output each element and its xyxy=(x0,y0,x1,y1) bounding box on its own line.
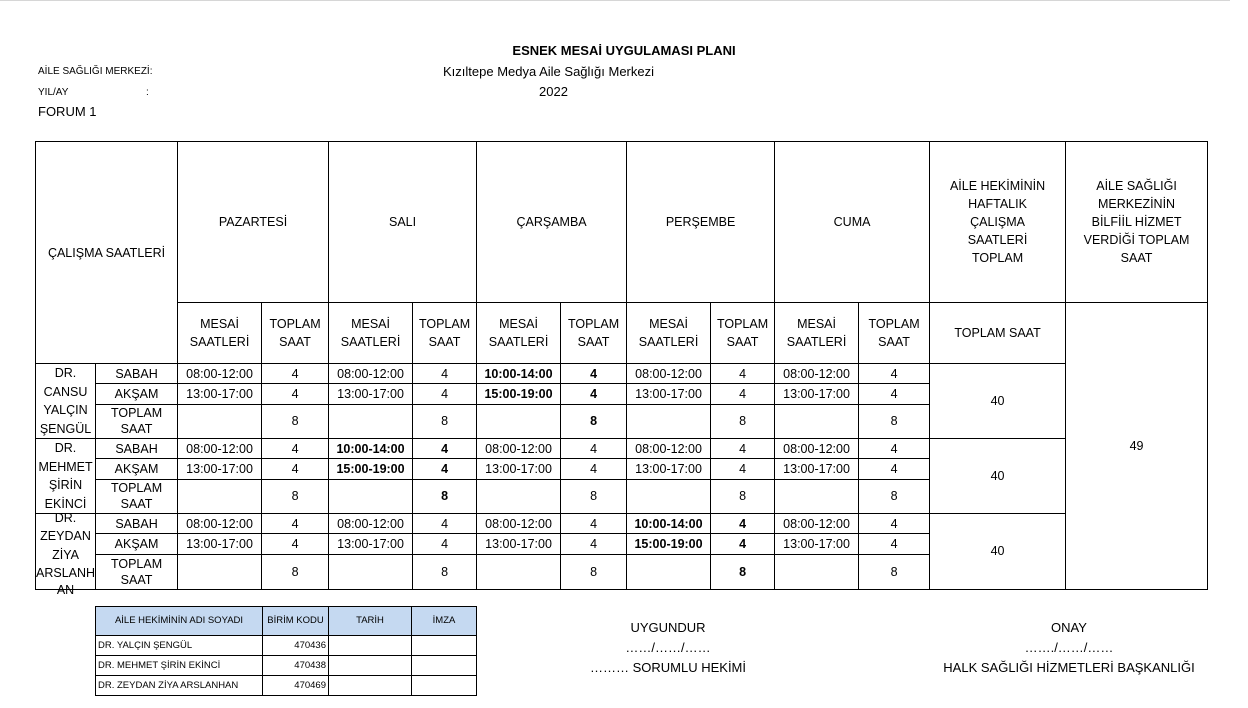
mesai-cell: 08:00-12:00 xyxy=(178,439,262,459)
doctor-name xyxy=(36,439,96,514)
small-row-date[interactable] xyxy=(329,636,412,656)
doctor-name xyxy=(36,511,96,597)
hours-cell: 4 xyxy=(711,459,775,479)
hours-cell: 4 xyxy=(262,534,329,554)
doctor-name-line: ZEYDAN xyxy=(40,529,91,543)
year-value: 2022 xyxy=(539,84,568,99)
hours-cell: 4 xyxy=(711,514,775,534)
empty-cell xyxy=(477,404,561,438)
small-header-date: TARİH xyxy=(329,607,412,636)
mesai-cell: 13:00-17:00 xyxy=(775,459,859,479)
toplam-saat-header: TOPLAM SAAT xyxy=(561,303,627,364)
mesai-cell: 08:00-12:00 xyxy=(329,364,413,384)
forum-label: FORUM 1 xyxy=(38,104,97,119)
small-row-name: DR. YALÇIN ŞENGÜL xyxy=(96,636,263,656)
uygundur-role: ……… SORUMLU HEKİMİ xyxy=(589,660,746,675)
toplam-saat-header: TOPLAM SAAT xyxy=(262,303,329,364)
total-cell: 8 xyxy=(561,404,627,438)
mesai-cell: 13:00-17:00 xyxy=(477,459,561,479)
total-cell: 8 xyxy=(711,554,775,589)
row-label-toplam: TOPLAM SAAT xyxy=(96,554,178,589)
small-header-sign: İMZA xyxy=(412,607,477,636)
empty-cell xyxy=(329,554,413,589)
small-row-sign[interactable] xyxy=(412,656,477,676)
mesai-cell: 13:00-17:00 xyxy=(627,384,711,404)
day-header-sali: SALI xyxy=(329,142,477,303)
mesai-cell: 13:00-17:00 xyxy=(178,534,262,554)
top-border xyxy=(0,0,1230,1)
hours-cell: 4 xyxy=(413,364,477,384)
small-row-code: 470469 xyxy=(263,676,329,696)
doctor-name-line: AN xyxy=(56,582,75,597)
hours-cell: 4 xyxy=(413,514,477,534)
doctor-name xyxy=(36,364,96,439)
toplam-saat-header: TOPLAM SAAT xyxy=(711,303,775,364)
mesai-cell: 08:00-12:00 xyxy=(477,439,561,459)
hours-cell: 4 xyxy=(561,459,627,479)
onay-role: HALK SAĞLIĞI HİZMETLERİ BAŞKANLIĞI xyxy=(943,660,1195,675)
hours-cell: 4 xyxy=(413,534,477,554)
mesai-cell: 10:00-14:00 xyxy=(477,364,561,384)
small-row-code: 470438 xyxy=(263,656,329,676)
mesai-cell: 13:00-17:00 xyxy=(477,534,561,554)
uygundur-date: ……/……/…… xyxy=(625,640,711,655)
mesai-cell: 13:00-17:00 xyxy=(775,534,859,554)
empty-cell xyxy=(775,554,859,589)
total-cell: 8 xyxy=(262,404,329,438)
hours-cell: 4 xyxy=(859,459,930,479)
empty-cell xyxy=(627,404,711,438)
uygundur-title: UYGUNDUR xyxy=(630,620,706,635)
empty-cell xyxy=(627,554,711,589)
doctor-name-line: DR. xyxy=(54,366,77,380)
weekly-total: 40 xyxy=(930,514,1066,590)
row-label-sabah: SABAH xyxy=(96,439,178,459)
doctor-name-line: DR. xyxy=(54,441,77,455)
haftalik-header: AİLE HEKİMİNİN HAFTALIK ÇALIŞMA SAATLERİ TOPLAM xyxy=(930,142,1066,303)
mesai-header: MESAİ SAATLERİ xyxy=(775,303,859,364)
mesai-cell: 08:00-12:00 xyxy=(178,514,262,534)
doctor-name-line: ZİYA xyxy=(52,547,79,562)
empty-cell xyxy=(627,479,711,513)
hours-cell: 4 xyxy=(711,364,775,384)
day-header-persembe: PERŞEMBE xyxy=(627,142,775,303)
day-header-carsamba: ÇARŞAMBA xyxy=(477,142,627,303)
hours-cell: 4 xyxy=(561,384,627,404)
total-cell: 8 xyxy=(262,479,329,513)
doctor-name-line: ŞENGÜL xyxy=(39,421,92,436)
doctor-name-line: MEHMET xyxy=(38,459,93,474)
total-cell: 8 xyxy=(413,479,477,513)
weekly-total: 40 xyxy=(930,364,1066,439)
doctor-name-line: DR. xyxy=(54,511,77,525)
mesai-cell: 13:00-17:00 xyxy=(329,384,413,404)
mesai-cell: 15:00-19:00 xyxy=(477,384,561,404)
hours-cell: 4 xyxy=(859,384,930,404)
empty-cell xyxy=(178,479,262,513)
doctor-name-line: EKİNCİ xyxy=(44,496,87,511)
total-cell: 8 xyxy=(711,404,775,438)
row-label-aksam: AKŞAM xyxy=(96,534,178,554)
mesai-cell: 15:00-19:00 xyxy=(329,459,413,479)
bilfiil-total: 49 xyxy=(1066,303,1208,590)
row-label-toplam: TOPLAM SAAT xyxy=(96,404,178,438)
document-title: ESNEK MESAİ UYGULAMASI PLANI xyxy=(512,43,736,58)
schedule-table xyxy=(35,141,1208,597)
weekly-total: 40 xyxy=(930,439,1066,514)
calisma-saatleri-header: ÇALIŞMA SAATLERİ xyxy=(36,142,178,364)
doctor-name-line: ŞİRİN xyxy=(48,478,83,492)
doctor-name-line: CANSU xyxy=(43,384,88,399)
mesai-cell: 13:00-17:00 xyxy=(329,534,413,554)
row-label-sabah: SABAH xyxy=(96,514,178,534)
hours-cell: 4 xyxy=(262,439,329,459)
hours-cell: 4 xyxy=(413,439,477,459)
center-value: Kızıltepe Medya Aile Sağlığı Merkezi xyxy=(443,64,654,79)
hours-cell: 4 xyxy=(859,514,930,534)
mesai-cell: 10:00-14:00 xyxy=(627,514,711,534)
total-cell: 8 xyxy=(561,554,627,589)
hours-cell: 4 xyxy=(262,384,329,404)
empty-cell xyxy=(775,404,859,438)
day-header-pazartesi: PAZARTESİ xyxy=(178,142,329,303)
empty-cell xyxy=(477,554,561,589)
empty-cell xyxy=(477,479,561,513)
total-cell: 8 xyxy=(859,554,930,589)
mesai-cell: 10:00-14:00 xyxy=(329,439,413,459)
empty-cell xyxy=(178,404,262,438)
hours-cell: 4 xyxy=(859,534,930,554)
hours-cell: 4 xyxy=(711,439,775,459)
small-row-code: 470436 xyxy=(263,636,329,656)
small-row-sign[interactable] xyxy=(412,636,477,656)
hours-cell: 4 xyxy=(711,384,775,404)
doctor-name-line: ARSLANH xyxy=(36,566,96,580)
hours-cell: 4 xyxy=(711,534,775,554)
toplam-saat-header: TOPLAM SAAT xyxy=(859,303,930,364)
empty-cell xyxy=(775,479,859,513)
total-cell: 8 xyxy=(413,554,477,589)
small-row-sign[interactable] xyxy=(412,676,477,696)
day-header-cuma: CUMA xyxy=(775,142,930,303)
mesai-cell: 13:00-17:00 xyxy=(178,384,262,404)
mesai-cell: 08:00-12:00 xyxy=(775,514,859,534)
onay-date: ……./……/…… xyxy=(1024,640,1114,655)
row-label-aksam: AKŞAM xyxy=(96,384,178,404)
small-row-date[interactable] xyxy=(329,656,412,676)
mesai-cell: 08:00-12:00 xyxy=(775,439,859,459)
year-label: YIL/AY xyxy=(38,87,69,98)
total-cell: 8 xyxy=(262,554,329,589)
mesai-header: MESAİ SAATLERİ xyxy=(477,303,561,364)
year-colon: : xyxy=(146,87,149,98)
mesai-header: MESAİ SAATLERİ xyxy=(178,303,262,364)
hours-cell: 4 xyxy=(859,439,930,459)
empty-cell xyxy=(329,404,413,438)
small-header-name: AİLE HEKİMİNİN ADI SOYADI xyxy=(96,607,263,636)
onay-title: ONAY xyxy=(1051,620,1087,635)
total-cell: 8 xyxy=(413,404,477,438)
row-label-sabah: SABAH xyxy=(96,364,178,384)
mesai-cell: 08:00-12:00 xyxy=(627,364,711,384)
haftalik-sub-header: TOPLAM SAAT xyxy=(930,303,1066,364)
doctor-name-line: YALÇIN xyxy=(43,403,88,417)
small-row-name: DR. MEHMET ŞİRİN EKİNCİ xyxy=(96,656,263,676)
small-row-name: DR. ZEYDAN ZİYA ARSLANHAN xyxy=(96,676,263,696)
row-label-aksam: AKŞAM xyxy=(96,459,178,479)
hours-cell: 4 xyxy=(561,514,627,534)
hours-cell: 4 xyxy=(561,534,627,554)
mesai-cell: 08:00-12:00 xyxy=(329,514,413,534)
mesai-cell: 13:00-17:00 xyxy=(775,384,859,404)
hours-cell: 4 xyxy=(262,364,329,384)
hours-cell: 4 xyxy=(413,384,477,404)
small-row-date[interactable] xyxy=(329,676,412,696)
mesai-cell: 15:00-19:00 xyxy=(627,534,711,554)
empty-cell xyxy=(329,479,413,513)
center-label: AİLE SAĞLIĞI MERKEZİ: xyxy=(38,66,153,77)
empty-cell xyxy=(178,554,262,589)
mesai-cell: 08:00-12:00 xyxy=(178,364,262,384)
total-cell: 8 xyxy=(859,479,930,513)
total-cell: 8 xyxy=(711,479,775,513)
hours-cell: 4 xyxy=(561,364,627,384)
toplam-saat-header: TOPLAM SAAT xyxy=(413,303,477,364)
bilfiil-header: AİLE SAĞLIĞI MERKEZİNİN BİLFİİL HİZMET VERDİĞİ TOPLAM SAAT xyxy=(1066,142,1208,303)
mesai-cell: 08:00-12:00 xyxy=(775,364,859,384)
mesai-header: MESAİ SAATLERİ xyxy=(329,303,413,364)
row-label-toplam: TOPLAM SAAT xyxy=(96,479,178,513)
total-cell: 8 xyxy=(859,404,930,438)
mesai-cell: 08:00-12:00 xyxy=(627,439,711,459)
hours-cell: 4 xyxy=(262,459,329,479)
hours-cell: 4 xyxy=(859,364,930,384)
hours-cell: 4 xyxy=(561,439,627,459)
small-header-code: BİRİM KODU xyxy=(263,607,329,636)
hours-cell: 4 xyxy=(413,459,477,479)
mesai-header: MESAİ SAATLERİ xyxy=(627,303,711,364)
mesai-cell: 08:00-12:00 xyxy=(477,514,561,534)
total-cell: 8 xyxy=(561,479,627,513)
hours-cell: 4 xyxy=(262,514,329,534)
mesai-cell: 13:00-17:00 xyxy=(627,459,711,479)
doctor-signature-table xyxy=(95,606,477,696)
mesai-cell: 13:00-17:00 xyxy=(178,459,262,479)
